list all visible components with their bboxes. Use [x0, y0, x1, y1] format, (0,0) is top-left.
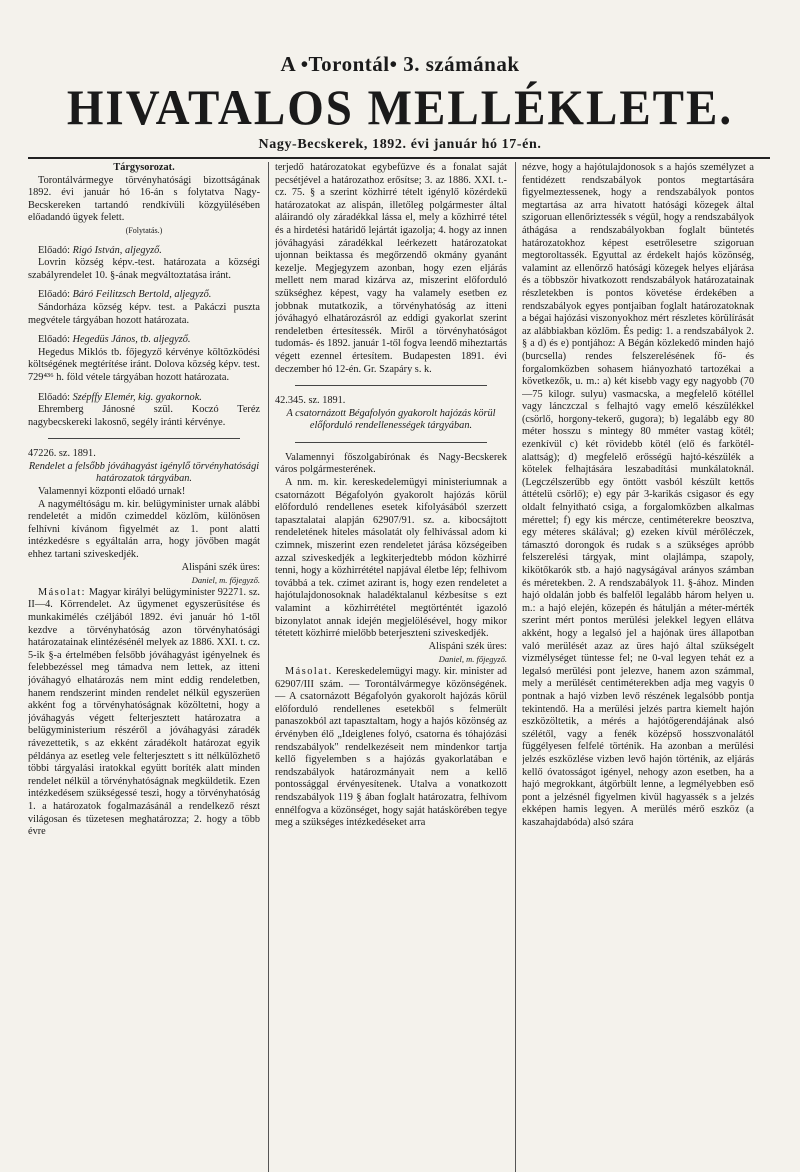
- decree-body: A nm. m. kir. kereskedelemügyi ministeriumnak a csatornázott Bégafolyón gyakorolt hajózás körül előforduló rendellenes esetek kifolyásából szerzett tapasztalatai alapján 62907/91. sz. a. kibocsájtott rendeletének hiteles másolatát oly felhivással adom ki czimnek, miszerint ezen rendeletet járása községeiben azzal sziveskedjék a legkiterjedtebb módon közhirré tenni, hogy a közhirrététel napjával életbe lép; felhivom továbbá a tek. czimet azirant is, hogy ezen rendeletet a hajótulajdonosoknak haladéktalanul kézbesítse s ezt valamint a közhirrététel megtörténtét igazoló bizonylatot annak idején megjelölésével, hogy mikor tétetett közhirré mielőbb beterjeszteni sziveskedjék.: [275, 477, 507, 640]
- signature-name: Daniel, m. főjegyző.: [438, 654, 507, 665]
- section-divider: [295, 442, 487, 443]
- masthead: [0, 52, 800, 153]
- agenda-continuation: (Folytatás.): [125, 225, 163, 235]
- agenda-item-presenter: Előadó: Szépffy Elemér, kig. gyakornok.: [38, 391, 202, 403]
- copy-paragraph: Másolat. Kereskedelemügyi magy. kir. minister ad 62907/III szám. — Torontálvármegye közönségének. — A csatornázott Bégafolyón gyakorolt hajózás körül előforduló rendellenes esetekből s felmerült panaszokból azt tapasztaltam, hogy a hajós közönség az érvényben élő „Ideiglenes folyó, csatorna és tóhajózási rendszabályok" rendelkezéseit nem mindenkor tartja kellő figyelemben s a hajózás gyakorlatában e rendszabályok határozmányait nem a kellő pontossággal érvényesítenek. Utalva a vonatkozott rendszabályok 119 § ában foglalt határozatra, felhívom ennélfogva a közönséget, hogy saját hatáskörében tegye meg a szükséges intézkedéseket arra: [275, 665, 507, 829]
- agenda-item-text: Ehremberg Jánosné szül. Koczó Teréz nagybecskereki lakosnő, segély iránti kérvénye.: [28, 404, 260, 428]
- column-1: [28, 162, 260, 1172]
- agenda-item-presenter: Előadó: Báró Feilitzsch Bertold, aljegyző.: [38, 289, 212, 301]
- agenda-item-text: Sándorháza község képv. test. a Pakáczi puszta megvétele tárgyában hozott határozata.: [28, 301, 260, 326]
- column-divider: [515, 162, 516, 1172]
- agenda-item-text: Lovrin község képv.-test. határozata a községi szabályrendelet 10. §-ának megváltoztatása iránt.: [28, 257, 260, 281]
- decree-number: 42.345. sz. 1891.: [275, 395, 346, 407]
- decree-body: A nagyméltóságu m. kir. belügyminister urnak alábbi rendeletét a midőn czimeddel közlöm, különösen felhívni kívánom figyelmét az 1. pont alatti intézkedésre s egyáltalán arra, hogy jövőben magát ehhez tartani sziveskedjék.: [28, 498, 260, 561]
- masthead-title: HIVATALOS MELLÉKLETE.: [66, 80, 734, 136]
- decree-title: Rendelet a felsőbb jóváhagyást igénylő törvényhatósági határozatok tárgyában.: [28, 460, 260, 485]
- signature-line: Alispáni szék üres:: [181, 561, 260, 573]
- columns: [28, 162, 770, 1172]
- continuation-text: terjedő határozatokat egybefűzve és a fonalat saját pecsétjével a határozathoz erősítse; 3. az 1886. XXI. t.-cz. 75. § a szerint közhirré tételt igénylő közérdekű határozatokat az alispán, illetőleg polgármester által aláirandó oly záradékkal lássa el, mely a közhirré tétel és a hirdetési határidő lejártát igazolja; 4. hogy az innen jóváhagyási záradékkal leérkezett határozatokat ujonnan beiktassa és megőrzendő okmány gyanánt kezelje. Megjegyzem azonban, hogy ezen eljárás mellett nem marad kizárva az, miszerint előforduló szükséghez képest, vagy ha valamely esetben ez jobbnak mutatkozik, a törvényhatóság az itteni jóváhagyó elhatározásról az eddigi gyakorlat szerint rendeletben értesítessék. Miről a törvényhatóságot tudomás- és 1892. január 1-től fogva leendő miheztartás végett ezennel értesítem. Budapesten 1891. évi deczember hó 12-én. Gr. Szapáry s. k.: [275, 162, 507, 375]
- signature-name: Daniel, m. főjegyző.: [191, 575, 260, 586]
- agenda-item-presenter: Előadó: Rigó István, aljegyző.: [38, 244, 162, 256]
- agenda-item-presenter: Előadó: Hegedüs János, tb. aljegyző.: [38, 334, 191, 346]
- salutation: Valamennyi központi előadó urnak!: [38, 486, 186, 498]
- recipients: Valamennyi főszolgabírónak és Nagy-Becskerek város polgármesterének.: [275, 451, 507, 476]
- signature-line: Alispáni szék üres:: [428, 640, 507, 652]
- agenda-item-text: Hegedus Miklós tb. főjegyző kérvénye költözködési költségének megtérítése iránt. Dolova község képv. test. 729⁴³⁶ h. föld vétele tárgyában hozott határozata.: [28, 346, 260, 383]
- agenda-intro: Torontálvármegye törvényhatósági bizottságának 1892. évi január hó 16-án s folytatva Nagy-Becskereken tartandó rendkívüli közgyülésében előadandó ügyek felett.: [28, 174, 260, 224]
- column-2: [275, 162, 507, 1172]
- section-divider: [295, 385, 487, 386]
- masthead-kicker: A •Torontál• 3. számának: [280, 52, 520, 76]
- copy-paragraph: Másolat: Magyar királyi belügyminister 92271. sz. II—4. Körrendelet. Az ügymenet egyszerüsítése és munkakimélés czéljából 1892. évi január hó 1-től kezdve a törvényhatóság azon törvényhatósági határozatainak elintézésénél melyek az 1886. XXI. t. cz. 5-ik §-a értelmében felsőbb jóváhagyást igényelnek és felebbezéssel meg támadva nem lettek, az itteni jóváhagyó elhatározás nem mint eddig rendeletben, hanem rendszerint minden rendelet nélkül egyszerüen akként fog a törvényhatóságnak közöltetni, hogy a jóváhagyás végett felterjesztett határozatra a belügyministerium részéről a jóváhagyási záradék rávezettetik, s az ekként záradékolt határozat egyik példánya az esetleg vele felterjesztett s itt nélkülözhető többi tárgyalási iratokkal együtt boríték alatt minden rendelet nélkül a törvényhatóságnak megküldetik. Ezen intézkedésem szükségessé teszi, hogy a törvényhatóság 1. a határozatok fogalmazásánál a rendelkező részt világosan és tüzetesen meghatározza; 2. hogy a több évre: [28, 586, 260, 838]
- column-3-body: nézve, hogy a hajótulajdonosok s a hajós személyzet a fentidézett rendszabályok pontos megtartására figyelmeztessenek, hogy a rendszabályok pontos megtartása az arra hivatott hatósági közegek által szigoruan ellenőriztessék s végül, hogy a rendszabályok áthágása a rendszabályokban foglalt büntetés határozatokhoz képest esetrőlesetre szigoruan megtoroltassék. Egyuttal az érdekelt hajós közönség, valamint az ellenőrző hatósági közegek helyes eljárása és a többször hivatkozott rendszabályok határozatainak részletekben is pontos követése érdekében a rendszabályok egyes pontjaiban foglalt határozatoknak a bégai hajózási viszonyokhoz mért részletes körülírását az alábbiakban közlöm. És pedig: 1. a rendszabályok 2. § a d) és e) pontjához: A Bégán közlekedő minden hajó (burcsella) rendes felszerelésének fő- és forgalomközben sohasem hiányozható tartozékai a következők, u. m.: a) két kisebb vagy egy nagyobb (70—75 kilogr. sulyu) vasmacska, a megfelelő kötéllel vagy lánczczal s felhajtó vagy emelő készülékkel (csörlő, horgony-tekerő, gugora); b) legalább egy 80 méter hosszu s mintegy 80 mméter vastag kötél; ezenkívül c) két rövidebb kötél (elő és farkötél-alattság); d) megfelelő erősségü hajtó-készülék a kötelek felhajtására leszabadítási munkálatoknál. (Legczélszerűbb egy öntött vasból készült kettős áttételü csörlő); e) egy pár 3-karikás csigasor és egy oldalt felnyitható csiga, a forgalomközben alkalmas mérettel; f) egy kis mércze, centiméterekre beosztva, egy méteres skálával; g) ezeken kívül mérőléczek, támasztó dorongok és rudak s a szükséges apróbb felszerelési tárgyak, mint olajlámpa, szapoly, kikötőkarók stb. a hajó nagyságával arányos számban és méretekben. 2. A rendszabályok 11. §-ához. Minden hajó oldalán jobb és balfelől legalább három helyen u. m.: a hajó elején, közepén és hátulján a méter-mérték szerint mért pontos merülési jelekkel legyen ellátva akként, hogy a legalsó jel a hajónak üres állapotban való merülését azaz az üres hajó által szükségelt vizmélységet tüntesse fel; ne 0-val legyen tehát ez a legalsó merülési pont jelezve, hanem azon számmal, mely a merülését centiméterekben adja meg vagyis 0 pontnak a hajó vizben levő részének legalsóbb pontja tekintendő. Ha a merülési jelzés partra kiemelt hajón eszközöltetik, a mérés a hajótőgerendájának alsó szélétől, vagy a fenék középső hosszvonalától függélyesen felfelé történik. Ha azonban a merülési jelzés eszközlése vizben levő hajón történik, az eljárás kellő óvatosságot igényel, nehogy azon esetben, ha a hajó megrokkant, átgörbült lenne, a legmélyebben eső pont a jelzésnél figyelmen kivül hagyassék s a jelzés ekképen hamis legyen. A merülés mérő eszköz (a kaszahajdabóda) alsó szára: [522, 162, 754, 828]
- column-divider: [268, 162, 269, 1172]
- masthead-dateline: Nagy-Becskerek, 1892. évi január hó 17-én.: [258, 137, 542, 152]
- decree-number: 47226. sz. 1891.: [28, 448, 96, 460]
- decree-title: A csatornázott Bégafolyón gyakorolt hajózás körül előforduló rendellenességek tárgyában.: [286, 407, 496, 432]
- header-rule: [28, 157, 770, 159]
- section-divider: [48, 438, 240, 439]
- column-3: [522, 162, 754, 1172]
- agenda-title: Tárgysorozat.: [113, 162, 175, 173]
